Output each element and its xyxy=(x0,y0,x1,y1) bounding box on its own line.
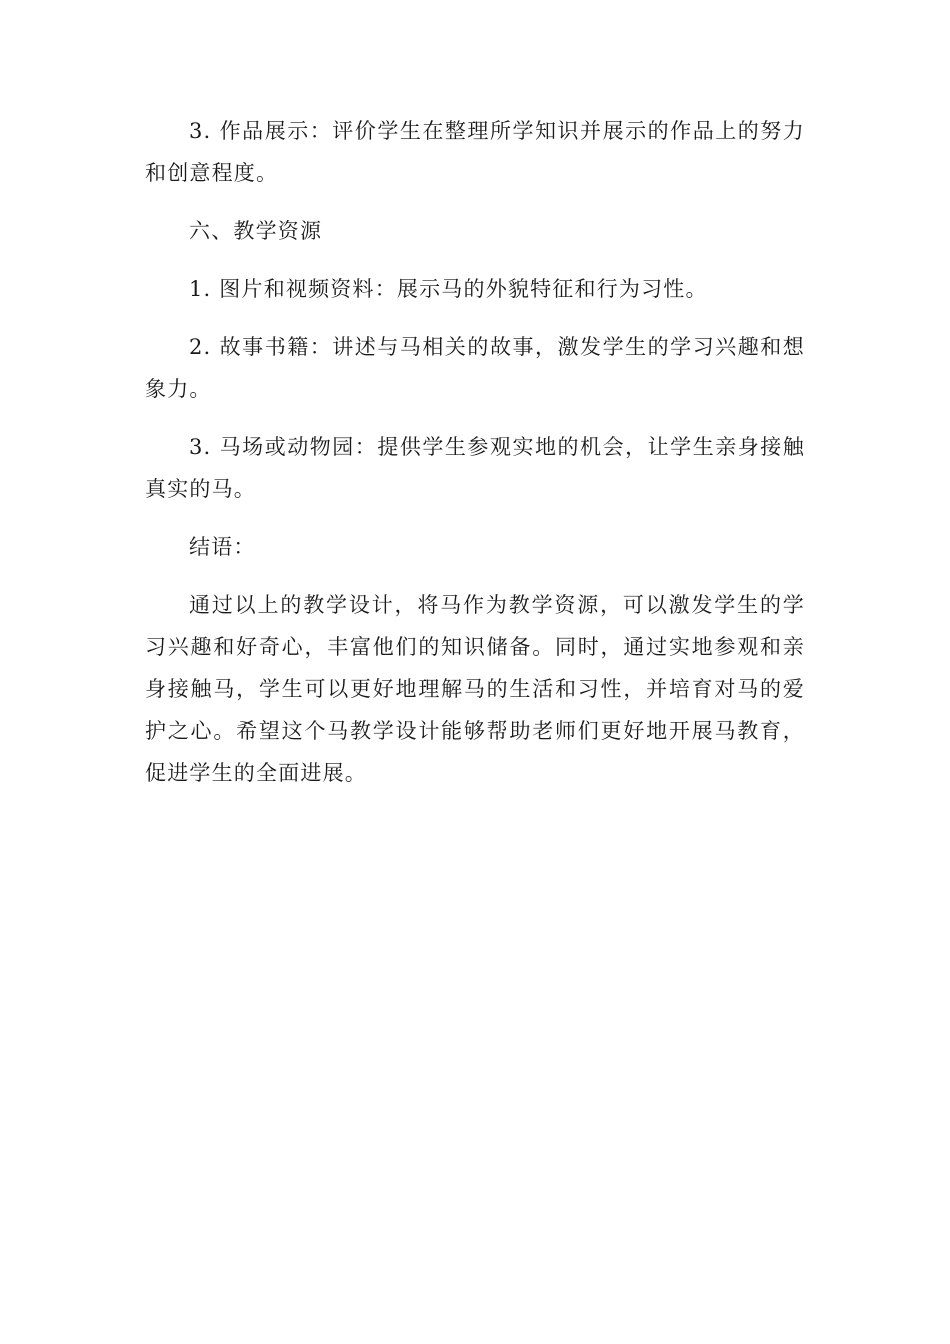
resource-item-2: 2. 故事书籍：讲述与马相关的故事，激发学生的学习兴趣和想象力。 xyxy=(145,335,805,401)
conclusion-paragraph: 通过以上的教学设计，将马作为教学资源，可以激发学生的学习兴趣和好奇心，丰富他们的知识储备。同时，通过实地参观和亲身接触马，学生可以更好地理解马的生活和习性，并培育对马的爱护之心。希望这个马教学设计能够帮助老师们更好地开展马教育，促进学生的全面进展。 xyxy=(145,593,805,785)
evaluation-item-3: 3. 作品展示：评价学生在整理所学知识并展示的作品上的努力和创意程度。 xyxy=(145,119,805,185)
resource-item-3: 3. 马场或动物园：提供学生参观实地的机会，让学生亲身接触真实的马。 xyxy=(145,435,805,501)
section-heading-resources: 六、教学资源 xyxy=(189,219,323,243)
resource-item-1: 1. 图片和视频资料：展示马的外貌特征和行为习性。 xyxy=(189,277,708,301)
document-page xyxy=(145,110,805,810)
section-heading-conclusion: 结语： xyxy=(189,535,256,559)
